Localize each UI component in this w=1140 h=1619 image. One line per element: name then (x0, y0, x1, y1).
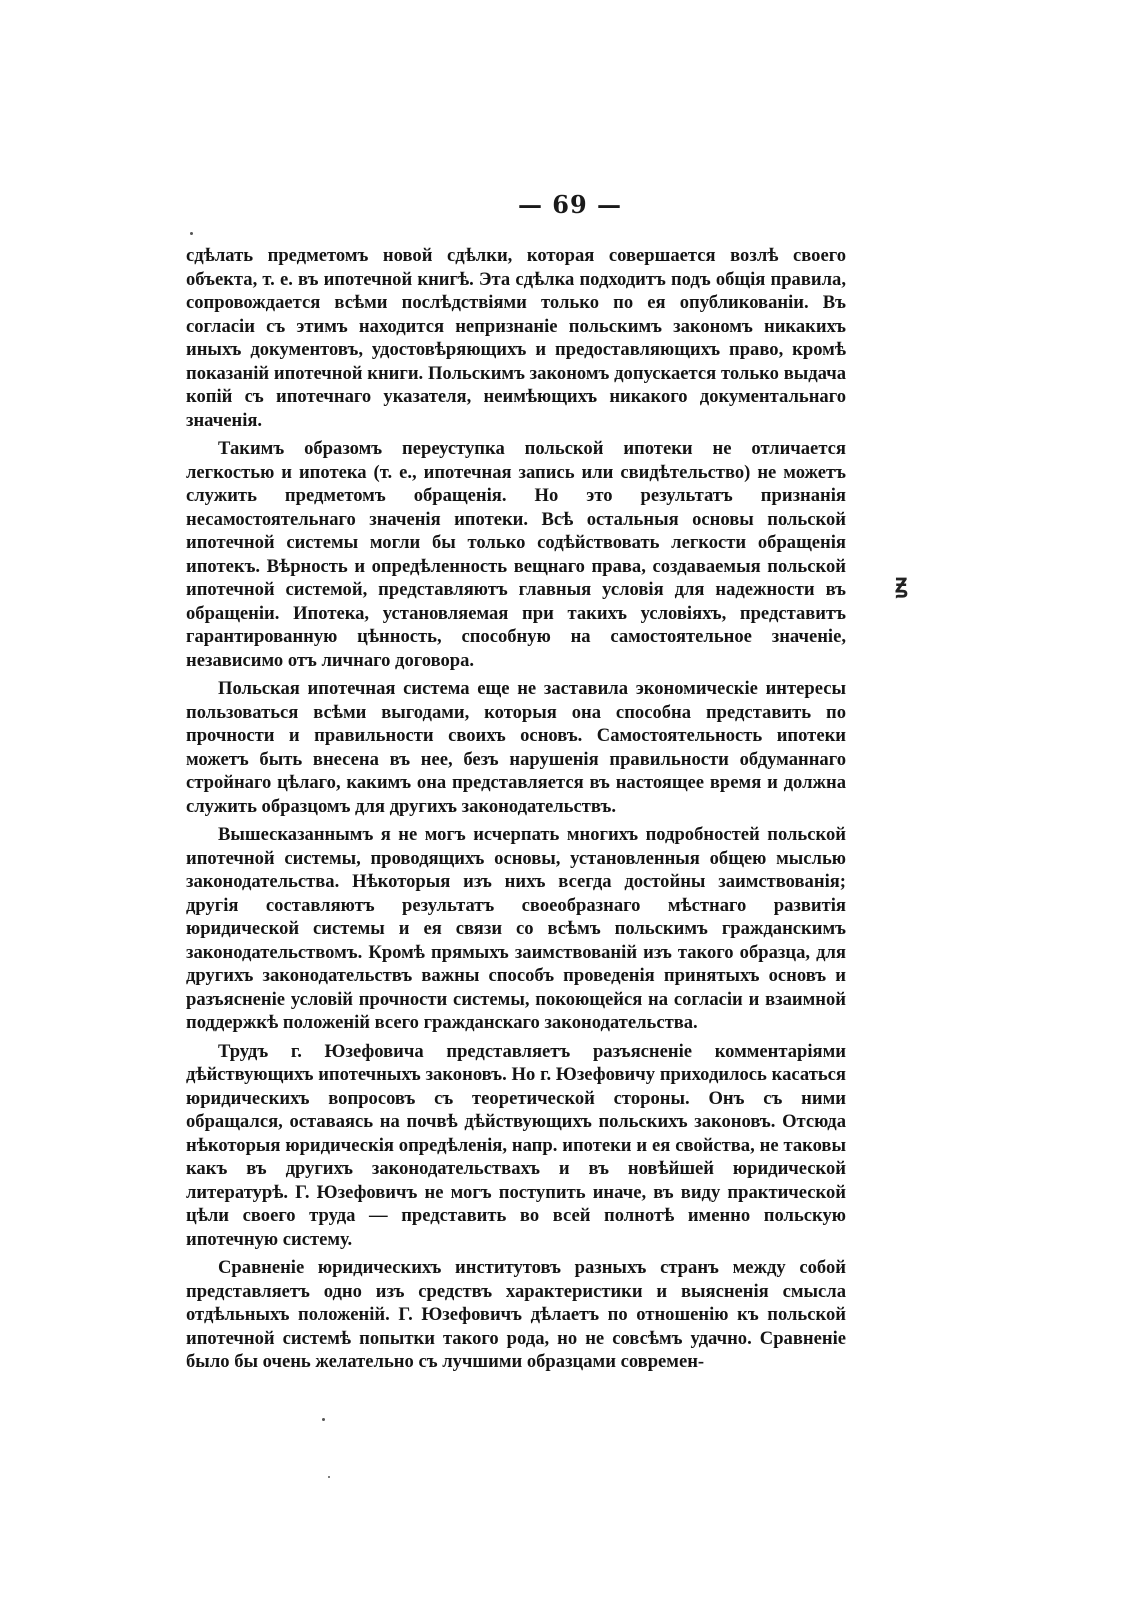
paragraph-3: Польская ипотечная система еще не заставила экономическіе интересы пользоваться всѣми выгодами, которыя она способна представить по прочности и правильности своихъ основъ. Самостоятельность ипотеки можетъ быть внесена въ нее, безъ нарушенія правильности обдуманнаго стройнаго цѣлаго, какимъ она представляется въ настоящее время и должна служить образцомъ для другихъ законодательствъ. (186, 678, 846, 817)
paragraph-2: Такимъ образомъ переуступка польской ипотеки не отличается легкостью и ипотека (т. е., ипотечная запись или свидѣтельство) не можетъ служить предметомъ обращенія. Но это результатъ признанія несамостоятельнаго значенія ипотеки. Всѣ остальныя основы польской ипотечной системы могли бы только содѣйствовать легкости обращенія ипотекъ. Вѣрность и опредѣленность вещнаго права, создаваемыя польской ипотечной системой, представляютъ главныя условія для надежности въ обращеніи. Ипотека, установляемая при такихъ условіяхъ, представитъ гарантированную цѣнность, способную на самостоятельное значеніе, независимо отъ личнаго договора. (186, 438, 846, 671)
paragraph-5: Трудъ г. Юзефовича представляетъ разъясненіе комментаріями дѣйствующихъ ипотечныхъ законовъ. Но г. Юзефовичу приходилось касаться юридическихъ вопросовъ съ теоретической стороны. Онъ съ ними обращался, оставаясь на почвѣ дѣйствующихъ польскихъ законовъ. Отсюда нѣкоторыя юридическія опредѣленія, напр. ипотеки и ея свойства, не таковы какъ въ другихъ законодательствахъ и въ новѣйшей юридической литературѣ. Г. Юзефовичъ не могъ поступить иначе, въ виду практической цѣли своего труда — представить во всей полнотѣ именно польскую ипотечную систему. (186, 1040, 846, 1250)
paragraph-4: Вышесказаннымъ я не могъ исчерпать многихъ подробностей польской ипотечной системы, проводящихъ основы, установленныя общею мыслью законодательства. Нѣкоторыя изъ нихъ всегда достойны заимствованія; другія составляютъ результатъ своеобразнаго мѣстнаго развитія юридической системы и ея связи со всѣмъ польскимъ гражданскимъ законодательствомъ. Кромѣ прямыхъ заимствованій изъ такого образца, для другихъ законодательствъ важны способъ проведенія принятыхъ основъ и разъясненіе условій прочности системы, покоющейся на согласіи и взаимной поддержкѣ положеній всего гражданскаго законодательства. (186, 824, 846, 1033)
body-text (186, 244, 846, 1379)
scan-speck (190, 232, 193, 235)
paragraph-1: сдѣлать предметомъ новой сдѣлки, которая совершается возлѣ своего объекта, т. е. въ ипотечной книгѣ. Эта сдѣлка подходитъ подъ общія правила, сопровождается всѣми послѣдствіями только по ея опубликованіи. Въ согласіи съ этимъ находится непризнаніе польскимъ закономъ никакихъ иныхъ документовъ, удостовѣряющихъ и предоставляющихъ право, кромѣ показаній ипотечной книги. Польскимъ закономъ допускается только выдача копій съ ипотечнаго указателя, неимѣющихъ никакого документальнаго значенія. (186, 245, 846, 431)
page-number: — 69 — (517, 190, 623, 219)
scan-speck (328, 1476, 330, 1478)
paragraph-6: Сравненіе юридическихъ институтовъ разныхъ странъ между собой представляетъ одно изъ средствъ характеристики и выясненія смысла отдѣльныхъ положеній. Г. Юзефовичъ дѣлаетъ по отношенію къ польской ипотечной системѣ попытки такого рода, но не совсѣмъ удачно. Сравненіе было бы очень желательно съ лучшими образцами современ- (186, 1257, 846, 1372)
scan-speck (322, 1418, 325, 1421)
margin-annotation: ꙃ (895, 569, 908, 599)
